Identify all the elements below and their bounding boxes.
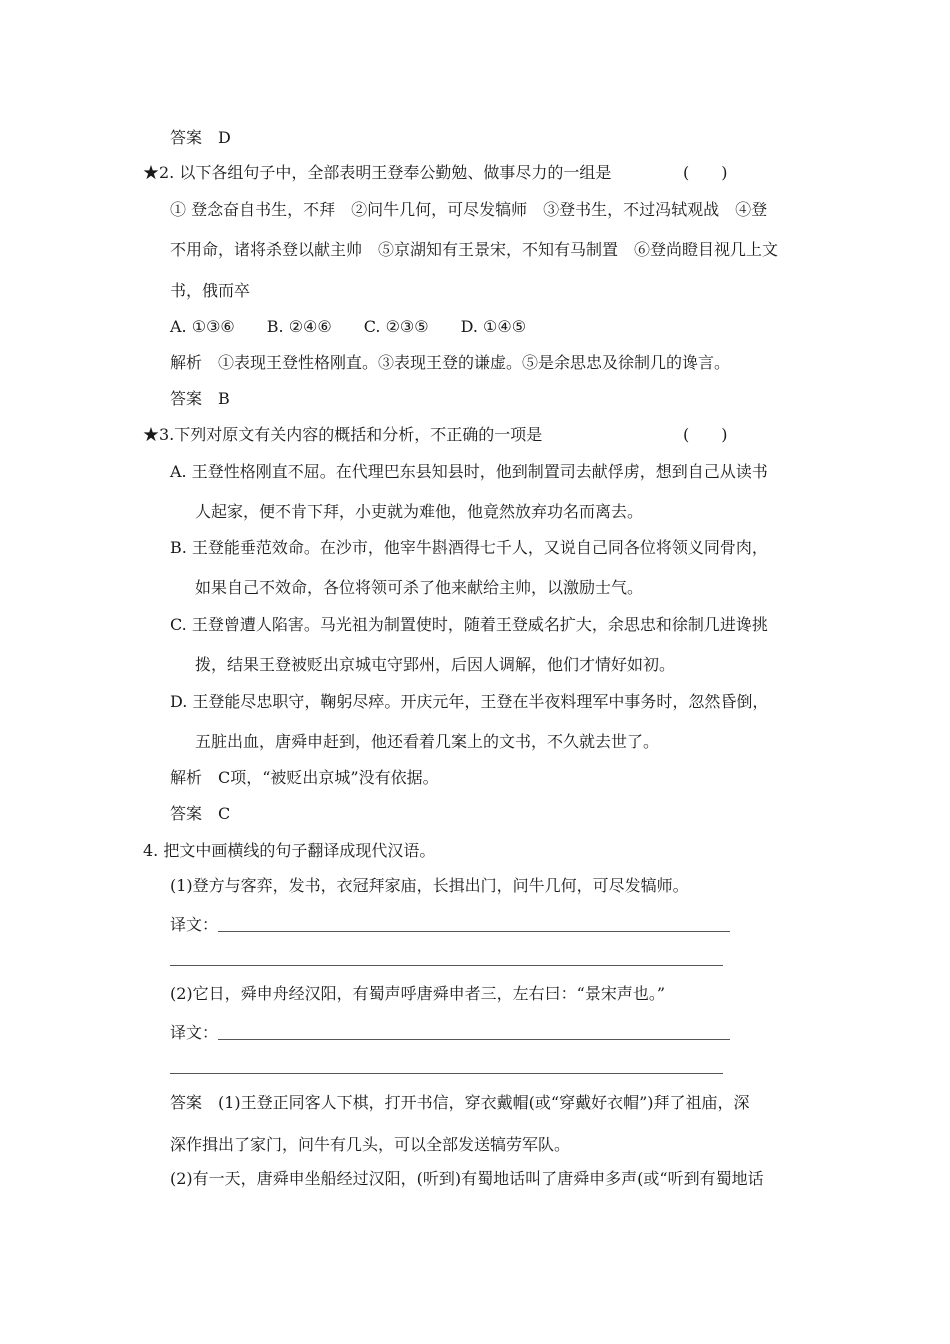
q3-stem: ★3.下列对原文有关内容的概括和分析，不正确的一项是 bbox=[143, 425, 543, 444]
q3-option-b-line1: B. 王登能垂范效命。在沙市，他宰牛斟酒得七千人，又说自己同各位将领义同骨肉， bbox=[170, 538, 768, 557]
q4-stem: 4. 把文中画横线的句子翻译成现代汉语。 bbox=[143, 841, 436, 860]
q3-option-a-line2: 人起家，便不肯下拜，小吏就为难他，他竟然放弃功名而离去。 bbox=[195, 502, 644, 521]
answer-line bbox=[218, 1039, 730, 1040]
q3-option-b-line2: 如果自己不效命，各位将领可杀了他来献给主帅，以激励士气。 bbox=[195, 578, 644, 597]
q3-option-d-line2: 五脏出血，唐舜申赶到，他还看着几案上的文书，不久就去世了。 bbox=[195, 732, 660, 751]
q3-answer-parens: ( ) bbox=[683, 425, 728, 444]
answer-line bbox=[170, 965, 723, 966]
q4-answer-line3: (2)有一天，唐舜申坐船经过汉阳，(听到)有蜀地话叫了唐舜申多声(或“听到有蜀地话 bbox=[170, 1169, 764, 1188]
q4-translation-label-2: 译文： bbox=[170, 1023, 219, 1042]
answer-line bbox=[218, 931, 730, 932]
q1-answer: 答案 D bbox=[170, 128, 231, 147]
q2-items-line1: ① 登念奋自书生，不拜 ②问牛几何，可尽发犒师 ③登书生，不过冯轼观战 ④登 bbox=[170, 200, 768, 219]
q4-answer-line2: 深作揖出了家门，问牛有几头，可以全部发送犒劳军队。 bbox=[170, 1135, 571, 1154]
answer-line bbox=[170, 1073, 723, 1074]
q2-stem: ★2. 以下各组句子中，全部表明王登奉公勤勉、做事尽力的一组是 bbox=[143, 163, 612, 182]
q2-answer: 答案 B bbox=[170, 389, 230, 408]
q3-analysis: 解析 C项，“被贬出京城”没有依据。 bbox=[170, 768, 439, 787]
q3-answer: 答案 C bbox=[170, 804, 231, 823]
q3-option-c-line1: C. 王登曾遭人陷害。马光祖为制置使时，随着王登威名扩大，余思忠和徐制几进谗挑 bbox=[170, 615, 768, 634]
q3-option-a-line1: A. 王登性格刚直不屈。在代理巴东县知县时，他到制置司去献俘虏，想到自己从读书 bbox=[170, 462, 768, 481]
q2-items-line3: 书，俄而卒 bbox=[170, 281, 251, 300]
q3-option-d-line1: D. 王登能尽忠职守，鞠躬尽瘁。开庆元年，王登在半夜料理军中事务时，忽然昏倒， bbox=[170, 692, 769, 711]
q4-sentence-2: (2)它日，舜申舟经汉阳，有蜀声呼唐舜申者三，左右曰：“景宋声也。” bbox=[170, 984, 666, 1003]
q4-answer-line1: 答案 (1)王登正同客人下棋，打开书信，穿衣戴帽(或“穿戴好衣帽”)拜了祖庙，深 bbox=[170, 1093, 750, 1112]
q2-items-line2: 不用命，诸将杀登以献主帅 ⑤京湖知有王景宋，不知有马制置 ⑥登尚瞪目视几上文 bbox=[170, 240, 779, 259]
q2-answer-parens: ( ) bbox=[683, 163, 728, 182]
q2-analysis: 解析 ①表现王登性格刚直。③表现王登的谦虚。⑤是余思忠及徐制几的谗言。 bbox=[170, 353, 731, 372]
q2-options: A. ①③⑥ B. ②④⑥ C. ②③⑤ D. ①④⑤ bbox=[170, 317, 527, 336]
q4-sentence-1: (1)登方与客弈，发书，衣冠拜家庙，长揖出门，问牛几何，可尽发犒师。 bbox=[170, 876, 689, 895]
q4-translation-label-1: 译文： bbox=[170, 915, 219, 934]
q3-option-c-line2: 拨，结果王登被贬出京城屯守郢州，后因人调解，他们才情好如初。 bbox=[195, 655, 676, 674]
